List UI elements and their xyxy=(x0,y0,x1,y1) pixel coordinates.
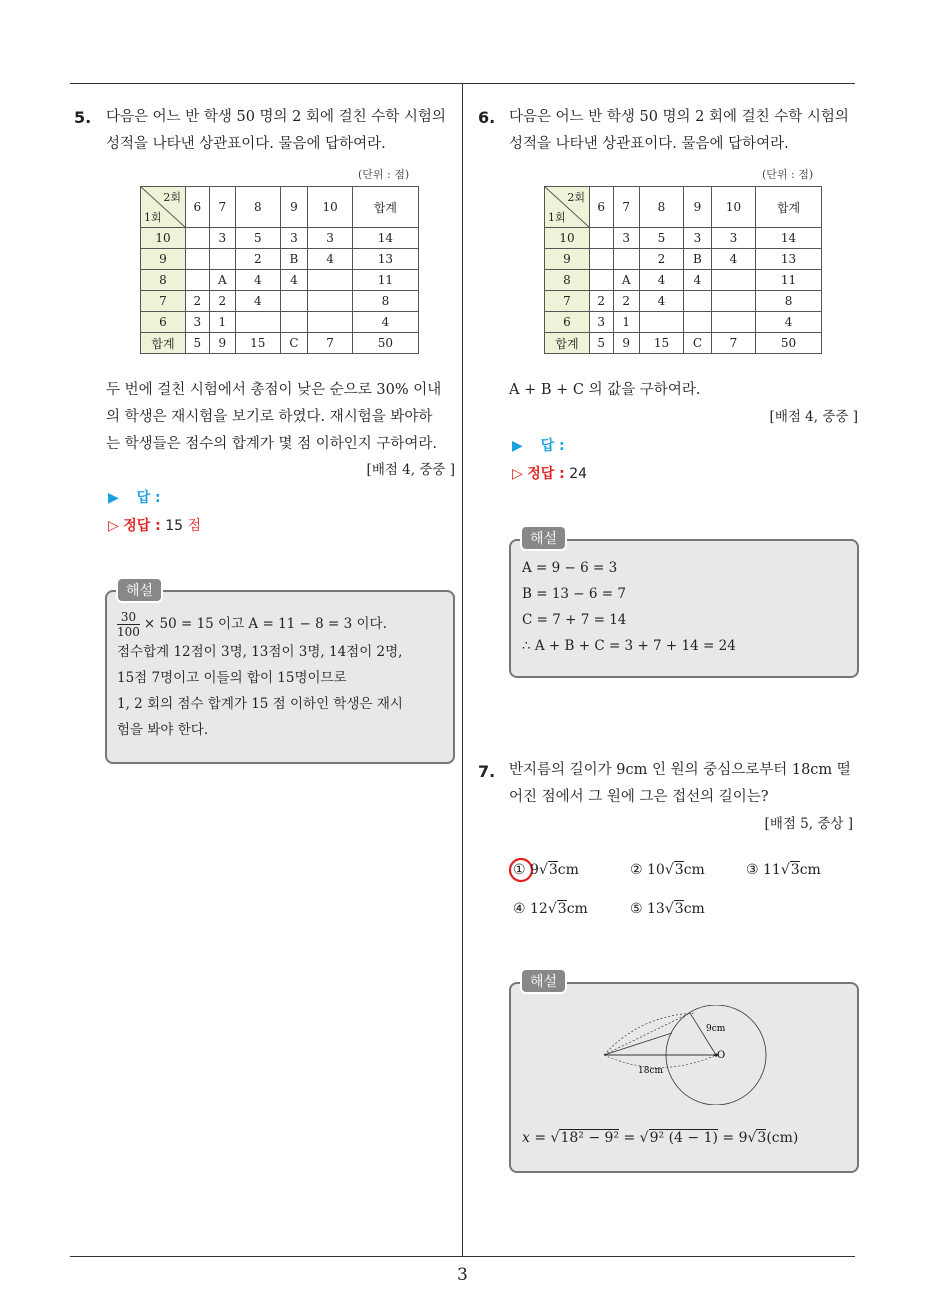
q6-correct-label: 정답 : xyxy=(527,466,565,482)
q6-table-cell xyxy=(590,249,614,270)
formula-lhs: x = xyxy=(522,1130,551,1146)
q5-body-line3: 는 학생들은 점수의 합계가 몇 점 이하인지 구하여라. xyxy=(106,436,438,452)
q6-table-row xyxy=(545,270,822,291)
q6-table-cell: 2 xyxy=(639,249,683,270)
q5-solution-line1 xyxy=(117,610,447,639)
q5-table-cell: 5 xyxy=(186,333,210,354)
q5-unit: (단위 : 점) xyxy=(358,168,410,181)
q6-row-header: 합계 xyxy=(545,333,590,354)
q7-question xyxy=(509,757,851,811)
q6-table-cell: 9 xyxy=(613,333,639,354)
q6-table-cell: 8 xyxy=(756,291,822,312)
q6-col-header: 10 xyxy=(711,187,755,228)
choice-unit: cm xyxy=(557,862,579,878)
q6-table-cell: 4 xyxy=(711,249,755,270)
q5-table-cell xyxy=(280,312,308,333)
q6-col-header: 9 xyxy=(684,187,712,228)
tangent-figure xyxy=(600,1005,780,1105)
q6-solution-tab: 해설 xyxy=(520,525,567,551)
q5-row-header: 10 xyxy=(141,228,186,249)
q6-text-line2: 성적을 나타낸 상관표이다. 물음에 답하여라. xyxy=(509,136,789,152)
q6-table-row xyxy=(545,333,822,354)
q6-solution-line1: A = 9 − 6 = 3 xyxy=(522,560,618,576)
q7-formula: x = √18² − 9² = √9² (4 − 1) = 9√3(cm) xyxy=(522,1130,799,1146)
q5-table-cell: 3 xyxy=(209,228,235,249)
play-icon: ▶ xyxy=(512,438,523,454)
q6-table-cell: C xyxy=(684,333,712,354)
q5-col-header: 8 xyxy=(236,187,280,228)
q6-solution-line4: ∴ A + B + C = 3 + 7 + 14 = 24 xyxy=(522,638,736,654)
q6-correct-row xyxy=(512,463,587,483)
q5-text-line1: 다음은 어느 반 학생 50 명의 2 회에 걸친 수학 시험의 xyxy=(106,109,446,125)
q6-question xyxy=(509,104,849,158)
q5-row-header: 합계 xyxy=(141,333,186,354)
q5-table-cell: 13 xyxy=(352,249,418,270)
q6-table-cell xyxy=(711,270,755,291)
q5-number: 5. xyxy=(74,108,92,127)
q6-table-cell: 1 xyxy=(613,312,639,333)
q5-col-header: 합계 xyxy=(352,187,418,228)
q5-col-header: 7 xyxy=(209,187,235,228)
q6-table-cell xyxy=(590,228,614,249)
q6-row-header: 8 xyxy=(545,270,590,291)
q6-table-cell xyxy=(684,312,712,333)
formula-radicand-1: 18² − 9² xyxy=(560,1130,620,1146)
center-label: O xyxy=(717,1050,726,1061)
q6-table-cell: 2 xyxy=(613,291,639,312)
q6-unit: (단위 : 점) xyxy=(762,168,814,181)
q6-table-cell xyxy=(711,291,755,312)
choice-unit: cm xyxy=(683,862,705,878)
choice-coef: 9 xyxy=(530,862,539,878)
q6-table-cell: 4 xyxy=(756,312,822,333)
q6-row-header: 9 xyxy=(545,249,590,270)
tangent-line xyxy=(604,1013,690,1055)
q5-body-line2: 의 학생은 재시험을 보기로 하였다. 재시험을 봐야하 xyxy=(106,409,433,425)
q6-table-cell: 5 xyxy=(590,333,614,354)
q6-table-cell: 15 xyxy=(639,333,683,354)
q6-table-row xyxy=(545,249,822,270)
q5-table-row xyxy=(141,291,419,312)
tangent-arc-dashed xyxy=(604,1013,696,1055)
q7-choice-1[interactable]: ① 9√3cm xyxy=(513,862,579,878)
q5-frac-num: 30 xyxy=(117,610,140,625)
q6-row-header: 7 xyxy=(545,291,590,312)
choice-radicand: 3 xyxy=(548,862,558,878)
q5-col-header: 9 xyxy=(280,187,308,228)
q5-table-cell: 4 xyxy=(236,291,280,312)
radius-label: 9cm xyxy=(706,1024,726,1034)
q5-body-line1: 두 번에 걸친 시험에서 총점이 낮은 순으로 30% 이내 xyxy=(106,382,442,398)
q5-table-cell: 2 xyxy=(236,249,280,270)
q5-table-cell: 50 xyxy=(352,333,418,354)
q5-solution xyxy=(117,610,447,743)
q6-table-cell: 2 xyxy=(590,291,614,312)
distance-label: 18cm xyxy=(638,1066,664,1076)
q5-solution-line4: 1, 2 회의 점수 합계가 15 점 이하인 학생은 재시 xyxy=(117,696,403,712)
q6-answer-label: 답 : xyxy=(540,438,565,454)
q5-table-row xyxy=(141,312,419,333)
q5-row-header: 7 xyxy=(141,291,186,312)
q5-solution-line5: 험을 봐야 한다. xyxy=(117,722,209,738)
q6-col-header: 8 xyxy=(639,187,683,228)
choice-radicand: 3 xyxy=(790,862,800,878)
q6-answer-row xyxy=(512,435,565,455)
q5-table-cell: 1 xyxy=(209,312,235,333)
q5-score: [배점 4, 중중 ] xyxy=(366,462,455,478)
choice-marker: ③ xyxy=(746,862,759,878)
q6-table-row xyxy=(545,312,822,333)
q6-table-cell: 14 xyxy=(756,228,822,249)
page-number: 3 xyxy=(457,1265,468,1285)
q5-col-header: 6 xyxy=(186,187,210,228)
q5-correct-value: 15 xyxy=(165,518,184,534)
q5-body xyxy=(106,377,441,458)
q6-table-cell: 3 xyxy=(684,228,712,249)
q5-frac-den: 100 xyxy=(117,625,140,639)
choice-coef: 13 xyxy=(647,901,665,917)
q5-answer-row xyxy=(108,487,161,507)
q5-table-cell xyxy=(209,249,235,270)
q6-table-cell: 5 xyxy=(639,228,683,249)
q5-table-cell: 3 xyxy=(308,228,352,249)
q6-text-line1: 다음은 어느 반 학생 50 명의 2 회에 걸친 수학 시험의 xyxy=(509,109,849,125)
choice-coef: 12 xyxy=(530,901,548,917)
q6-table-cell: A xyxy=(613,270,639,291)
q6-table-cell: 4 xyxy=(684,270,712,291)
triangle-outline-icon: ▷ xyxy=(108,518,119,534)
choice-radicand: 3 xyxy=(557,901,567,917)
choice-unit: cm xyxy=(683,901,705,917)
q7-text-line2: 어진 점에서 그 원에 그은 접선의 길이는? xyxy=(509,789,769,805)
q6-table-cell: 4 xyxy=(639,291,683,312)
q6-table-corner xyxy=(545,187,590,228)
formula-eq2: = 9 xyxy=(717,1130,748,1146)
q6-table-cell xyxy=(711,312,755,333)
q5-solution-line2: 점수합계 12점이 3명, 13점이 3명, 14점이 2명, xyxy=(117,644,403,660)
q5-table-cell: 15 xyxy=(236,333,280,354)
choice-coef: 10 xyxy=(647,862,665,878)
q5-table-row xyxy=(141,333,419,354)
q6-score: [배점 4, 중중 ] xyxy=(769,409,858,425)
q5-table-corner xyxy=(141,187,186,228)
q5-table-cell: 4 xyxy=(308,249,352,270)
q6-table-cell xyxy=(639,312,683,333)
q5-row-header: 8 xyxy=(141,270,186,291)
q5-solution-line3: 15점 7명이고 이들의 합이 15명이므로 xyxy=(117,670,347,686)
q7-choice-4[interactable]: ④ 12√3cm xyxy=(513,901,588,917)
choice-unit: cm xyxy=(799,862,821,878)
choice-marker: ① xyxy=(513,862,526,878)
q6-col-header: 합계 xyxy=(756,187,822,228)
choice-radicand: 3 xyxy=(674,901,684,917)
formula-eq: = xyxy=(619,1130,640,1146)
q5-row-header: 6 xyxy=(141,312,186,333)
formula-radicand-3: 3 xyxy=(757,1130,767,1146)
choice-radicand: 3 xyxy=(674,862,684,878)
q6-table-cell: 4 xyxy=(639,270,683,291)
q5-table-cell xyxy=(236,312,280,333)
q5-table-cell xyxy=(308,270,352,291)
q5-table-cell: 4 xyxy=(236,270,280,291)
q6-table-cell: B xyxy=(684,249,712,270)
q5-answer-label: 답 : xyxy=(136,490,161,506)
q5-table-cell: 8 xyxy=(352,291,418,312)
q6-table-cell: 3 xyxy=(613,228,639,249)
choice-marker: ④ xyxy=(513,901,526,917)
choice-unit: cm xyxy=(566,901,588,917)
q6-row-header: 10 xyxy=(545,228,590,249)
q6-table-cell: 7 xyxy=(711,333,755,354)
q5-fraction xyxy=(117,610,140,639)
q5-text-line2: 성적을 나타낸 상관표이다. 물음에 답하여라. xyxy=(106,136,386,152)
formula-radicand-2: 9² (4 − 1) xyxy=(649,1130,718,1146)
q6-solution-line3: C = 7 + 7 = 14 xyxy=(522,612,627,628)
play-icon: ▶ xyxy=(108,490,119,506)
q7-text-line1: 반지름의 길이가 9cm 인 원의 중심으로부터 18cm 떨 xyxy=(509,762,851,778)
q6-correct-value: 24 xyxy=(569,466,588,482)
q5-table-cell: 2 xyxy=(209,291,235,312)
q6-corner-bottom: 1회 xyxy=(548,211,566,224)
q5-table-cell: 4 xyxy=(280,270,308,291)
q5-table-cell xyxy=(308,312,352,333)
q5-table-cell: 4 xyxy=(352,312,418,333)
q6-table-cell: 13 xyxy=(756,249,822,270)
q5-table-cell: 5 xyxy=(236,228,280,249)
q6-table-cell: 11 xyxy=(756,270,822,291)
q6-table-cell xyxy=(684,291,712,312)
q5-solution-line1-rest: × 50 = 15 이고 A = 11 − 8 = 3 이다. xyxy=(143,616,387,632)
q5-correct-unit: 점 xyxy=(187,518,202,534)
q6-corner-top: 2회 xyxy=(567,191,585,204)
q6-table-cell: 50 xyxy=(756,333,822,354)
q6-table-cell: 3 xyxy=(590,312,614,333)
tangent-solid xyxy=(604,1033,672,1055)
q6-row-header: 6 xyxy=(545,312,590,333)
q5-correct-label: 정답 : xyxy=(123,518,161,534)
q6-body-line1: A + B + C 의 값을 구하여라. xyxy=(509,382,701,398)
q5-correlation-table xyxy=(140,186,419,354)
q5-solution-tab: 해설 xyxy=(116,577,163,603)
q5-table-cell xyxy=(186,270,210,291)
q6-solution xyxy=(522,555,736,659)
q5-question xyxy=(106,104,446,158)
q5-table-cell xyxy=(186,228,210,249)
formula-unit: (cm) xyxy=(766,1130,799,1146)
choice-marker: ⑤ xyxy=(630,901,643,917)
column-divider xyxy=(462,83,463,1257)
q7-choice-3[interactable]: ③ 11√3cm xyxy=(746,862,821,878)
q5-row-header: 9 xyxy=(141,249,186,270)
q5-table-cell: 11 xyxy=(352,270,418,291)
q5-corner-top: 2회 xyxy=(163,191,181,204)
triangle-outline-icon: ▷ xyxy=(512,466,523,482)
q5-table-cell: 3 xyxy=(280,228,308,249)
q5-table-cell xyxy=(308,291,352,312)
q5-table-cell: B xyxy=(280,249,308,270)
q6-number: 6. xyxy=(478,108,496,127)
q5-table-cell: 3 xyxy=(186,312,210,333)
q6-table-row xyxy=(545,291,822,312)
q6-table-row xyxy=(545,228,822,249)
radius-line xyxy=(690,1013,716,1055)
q6-table-cell xyxy=(613,249,639,270)
q6-col-header: 6 xyxy=(590,187,614,228)
q5-table-cell: 9 xyxy=(209,333,235,354)
q5-table-cell: 2 xyxy=(186,291,210,312)
q7-score: [배점 5, 중상 ] xyxy=(764,816,853,832)
q5-correct-row xyxy=(108,515,201,535)
bottom-rule xyxy=(70,1256,855,1257)
q7-solution-tab: 해설 xyxy=(520,968,567,994)
q5-table-cell: A xyxy=(209,270,235,291)
q5-table-row xyxy=(141,270,419,291)
choice-coef: 11 xyxy=(763,862,781,878)
q7-choice-5[interactable]: ⑤ 13√3cm xyxy=(630,901,705,917)
q6-correlation-table xyxy=(544,186,822,354)
q6-table-cell: 3 xyxy=(711,228,755,249)
q6-table-cell xyxy=(590,270,614,291)
q7-choice-2[interactable]: ② 10√3cm xyxy=(630,862,705,878)
choice-marker: ② xyxy=(630,862,643,878)
q7-number: 7. xyxy=(478,762,496,781)
q5-table-row xyxy=(141,249,419,270)
q5-table-cell: 14 xyxy=(352,228,418,249)
q6-solution-line2: B = 13 − 6 = 7 xyxy=(522,586,626,602)
q5-col-header: 10 xyxy=(308,187,352,228)
q5-table-row xyxy=(141,228,419,249)
q5-corner-bottom: 1회 xyxy=(144,211,162,224)
q5-table-cell: 7 xyxy=(308,333,352,354)
q5-table-cell xyxy=(280,291,308,312)
q6-col-header: 7 xyxy=(613,187,639,228)
q5-table-cell xyxy=(186,249,210,270)
q5-table-cell: C xyxy=(280,333,308,354)
